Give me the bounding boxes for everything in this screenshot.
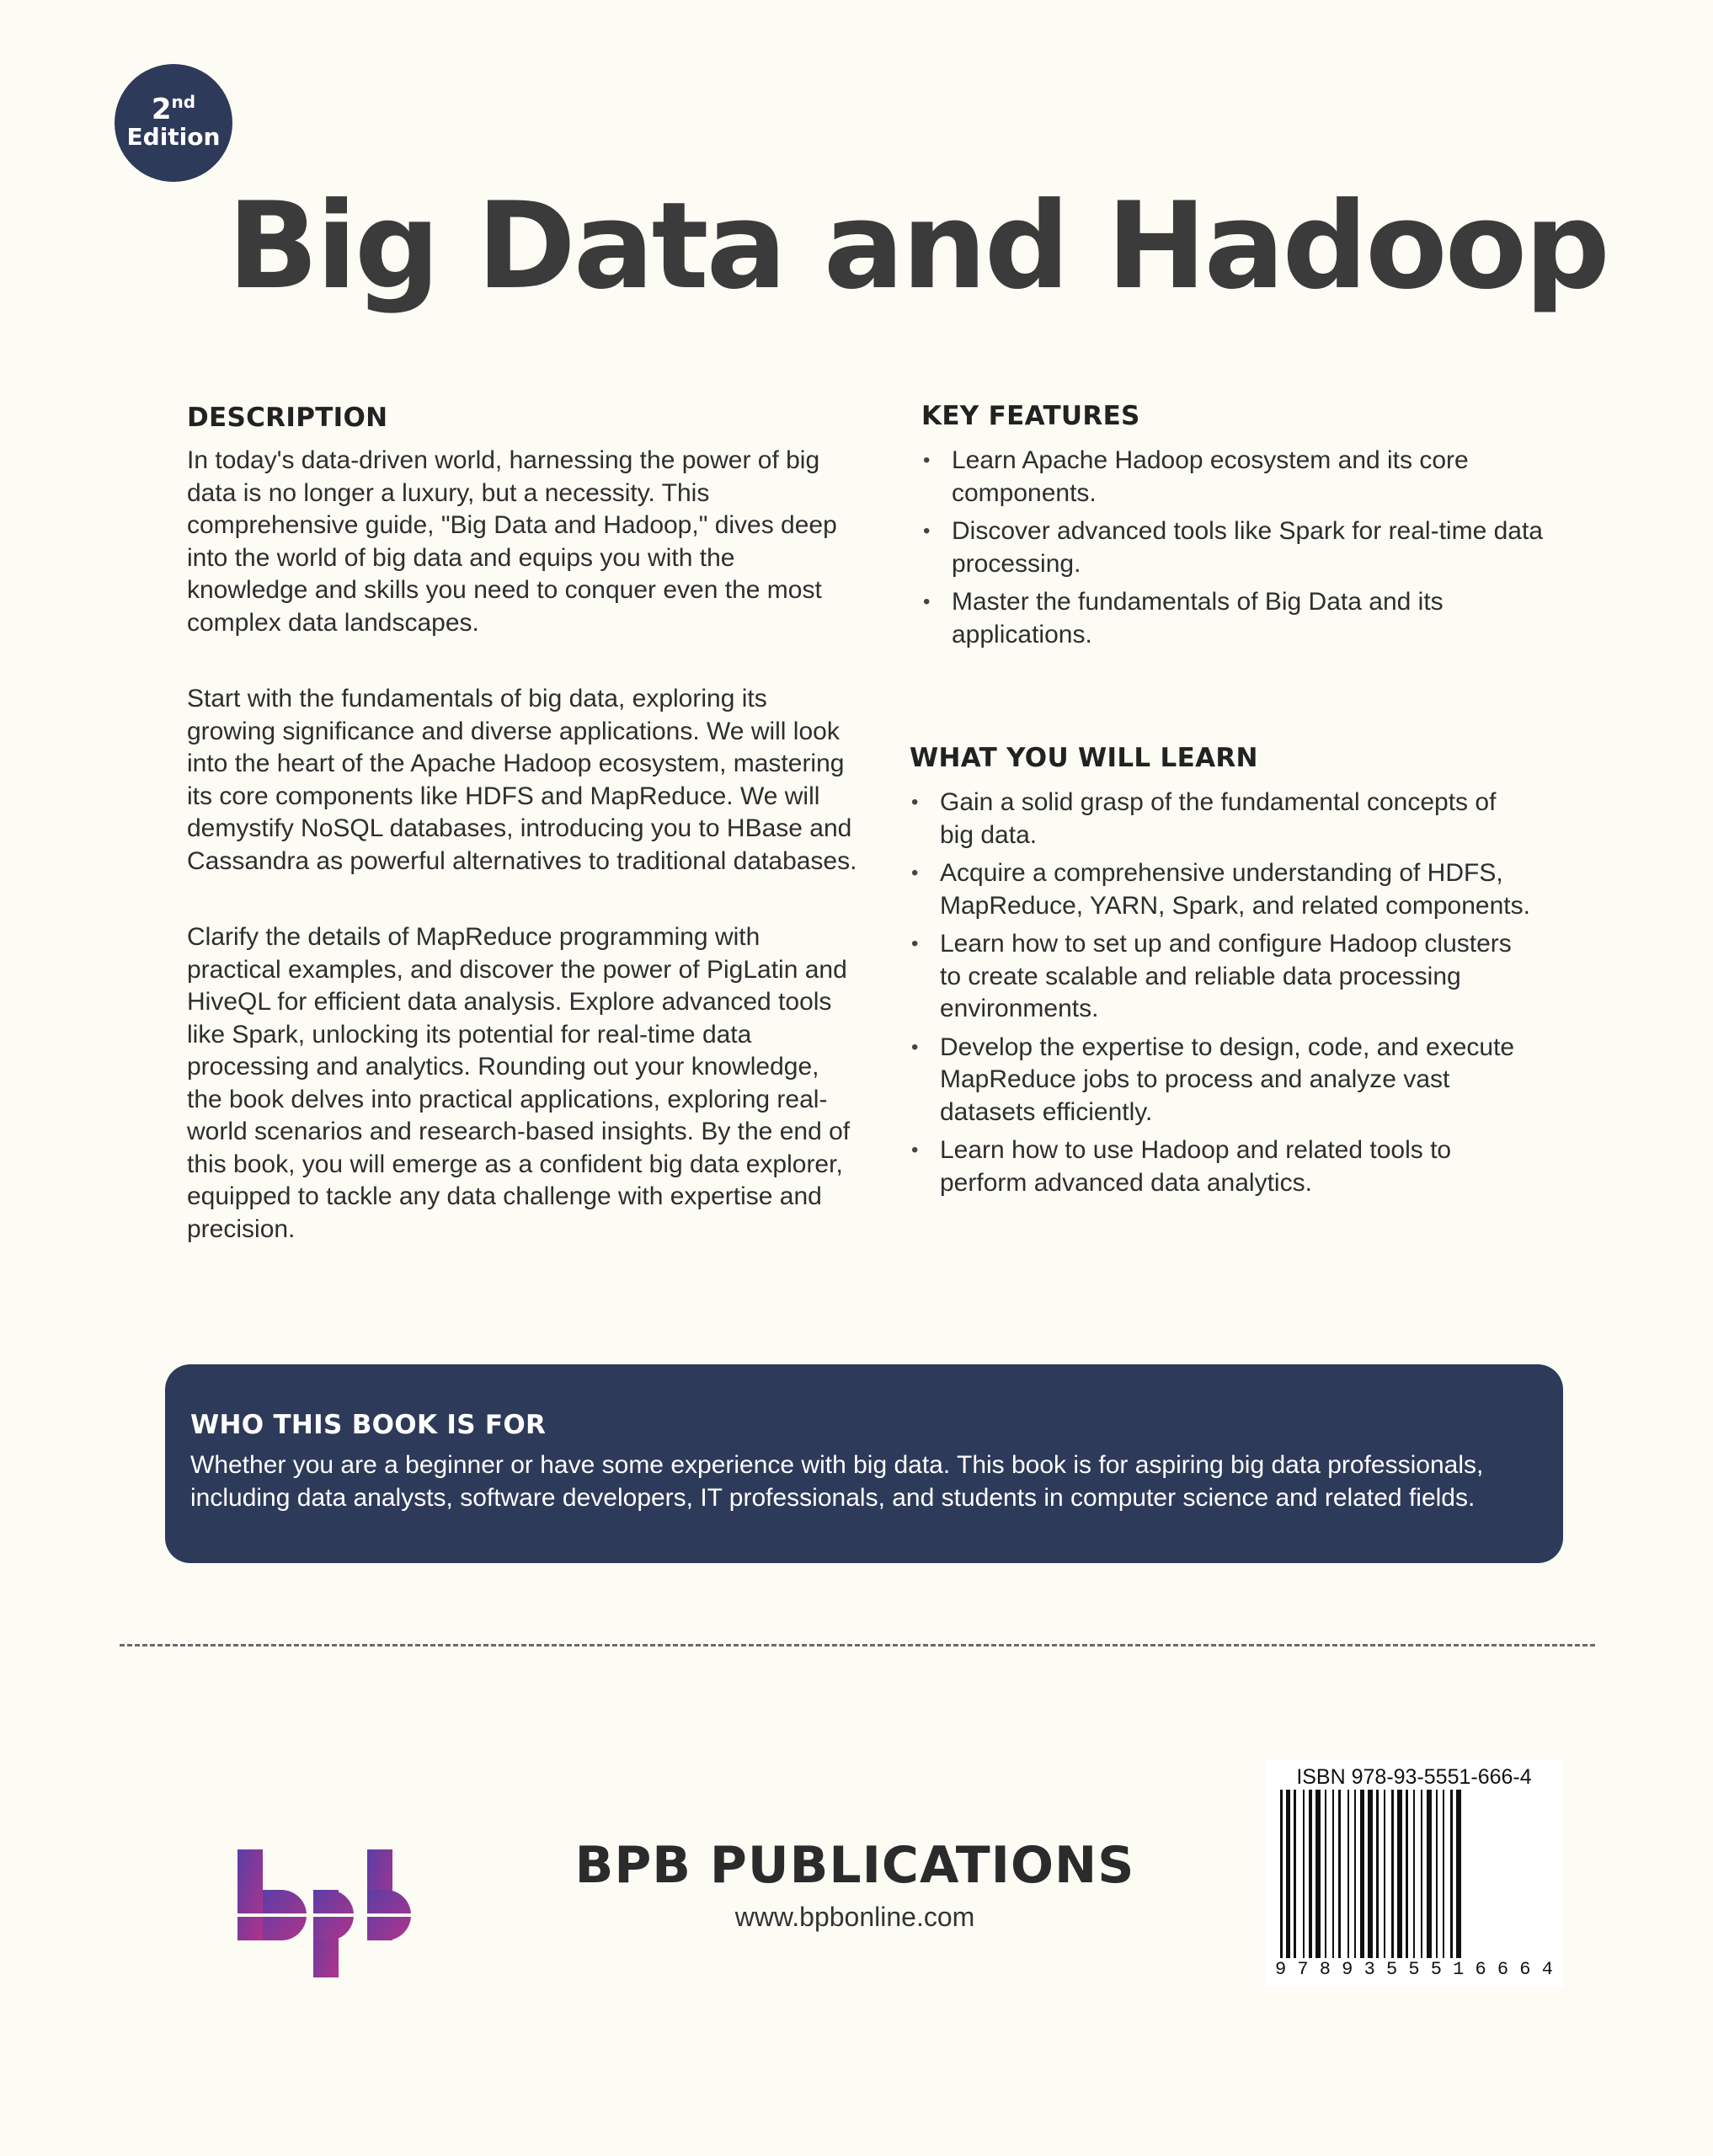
isbn-digit: 5 xyxy=(1430,1959,1442,1980)
isbn-digit: 4 xyxy=(1541,1959,1553,1980)
barcode-icon xyxy=(1275,1790,1553,1958)
book-title: Big Data and Hadoop xyxy=(227,177,1608,316)
barcode-bar xyxy=(1456,1790,1461,1958)
isbn-barcode xyxy=(1265,1760,1563,1987)
publisher-block xyxy=(539,1836,1171,1933)
list-item: • Gain a solid grasp of the fundamental concepts of big data. xyxy=(910,787,1533,851)
barcode-bar xyxy=(1280,1790,1283,1958)
isbn-digit: 6 xyxy=(1519,1959,1531,1980)
barcode-bar xyxy=(1347,1790,1349,1958)
description-section xyxy=(187,403,861,1246)
learn-list xyxy=(910,787,1533,1199)
barcode-bar xyxy=(1397,1790,1402,1958)
description-heading: DESCRIPTION xyxy=(187,403,388,433)
what-you-will-learn-section xyxy=(910,743,1533,1205)
bpb-logo-icon xyxy=(237,1849,418,1977)
bpb-logo xyxy=(237,1849,418,1982)
edition-label: Edition xyxy=(126,122,221,151)
barcode-bar xyxy=(1315,1790,1321,1958)
edition-number: 2nd xyxy=(151,91,196,126)
isbn-digit: 3 xyxy=(1363,1959,1375,1980)
list-item: • Learn how to set up and configure Hadoop clusters to create scalable and reliable data processing environments. xyxy=(910,928,1533,1026)
dashed-divider xyxy=(120,1644,1595,1646)
barcode-bar xyxy=(1384,1790,1385,1958)
description-paragraph: Start with the fundamentals of big data, exploring its growing significance and diverse applications. We will look into the heart of the Apache Hadoop ecosystem, mastering its core components like HDFS and MapReduce. We will demystify NoSQL databases, introducing you to HBase and Cassandra as powerful alternatives to traditional databases. xyxy=(187,685,857,875)
barcode-bar xyxy=(1294,1790,1296,1958)
key-features-heading: KEY FEATURES xyxy=(921,401,1140,431)
barcode-bar xyxy=(1421,1790,1422,1958)
isbn-digit: 5 xyxy=(1385,1959,1398,1980)
barcode-bar xyxy=(1413,1790,1415,1958)
barcode-bar xyxy=(1450,1790,1453,1958)
barcode-bar xyxy=(1443,1790,1444,1958)
barcode-bar xyxy=(1360,1790,1364,1958)
who-this-book-is-for-box xyxy=(165,1364,1563,1563)
key-features-list xyxy=(921,445,1561,651)
isbn-digit: 9 xyxy=(1275,1959,1287,1980)
list-item: • Acquire a comprehensive understanding of HDFS, MapReduce, YARN, Spark, and related components. xyxy=(910,857,1533,922)
barcode-bar xyxy=(1427,1790,1432,1958)
barcode-bar xyxy=(1309,1790,1312,1958)
list-item: • Discover advanced tools like Spark for real-time data processing. xyxy=(921,515,1561,580)
barcode-bar xyxy=(1286,1790,1290,1958)
barcode-bar xyxy=(1354,1790,1356,1958)
publisher-url: www.bpbonline.com xyxy=(734,1902,975,1932)
isbn-digit: 6 xyxy=(1475,1959,1486,1980)
isbn-digit: 1 xyxy=(1453,1959,1465,1980)
isbn-label: ISBN 978-93-5551-666-4 xyxy=(1296,1765,1532,1789)
barcode-bar xyxy=(1391,1790,1394,1958)
isbn-digit: 7 xyxy=(1297,1959,1309,1980)
publisher-name: BPB PUBLICATIONS xyxy=(574,1836,1135,1895)
isbn-digit: 5 xyxy=(1408,1959,1420,1980)
who-heading: WHO THIS BOOK IS FOR xyxy=(190,1410,547,1440)
isbn-digit: 9 xyxy=(1342,1959,1353,1980)
what-you-will-learn-heading: WHAT YOU WILL LEARN xyxy=(910,743,1258,773)
list-item: • Learn Apache Hadoop ecosystem and its core components. xyxy=(921,445,1561,510)
barcode-bar xyxy=(1368,1790,1373,1958)
description-paragraph: In today's data-driven world, harnessing the power of big data is no longer a luxury, but a necessity. This comprehensive guide, "Big Data and Hadoop," dives deep into the world of big data and equips you with the knowledge and skills you need to conquer even the most complex data landscapes. xyxy=(187,446,837,637)
list-item: • Develop the expertise to design, code, and execute MapReduce jobs to process and analyze vast datasets efficiently. xyxy=(910,1032,1533,1129)
isbn-digit: 8 xyxy=(1319,1959,1331,1980)
barcode-bar xyxy=(1406,1790,1408,1958)
list-item: • Master the fundamentals of Big Data and its applications. xyxy=(921,586,1561,651)
edition-badge xyxy=(115,64,232,182)
key-features-section xyxy=(921,401,1561,657)
isbn-digits xyxy=(1275,1959,1553,1980)
list-item: • Learn how to use Hadoop and related tools to perform advanced data analytics. xyxy=(910,1134,1533,1199)
barcode-bar xyxy=(1303,1790,1305,1958)
isbn-digit: 6 xyxy=(1497,1959,1509,1980)
description-paragraph: Clarify the details of MapReduce programming with practical examples, and discover the power of PigLatin and HiveQL for efficient data analysis. Explore advanced tools like Spark, unlocking its potential for real-time data processing and analytics. Rounding out your knowledge, the book delves into practical applications, exploring real-world scenarios and research-based insights. By the end of this book, you will emerge as a confident big data explorer, equipped to tackle any data challenge with expertise and precision. xyxy=(187,923,851,1243)
who-text: Whether you are a beginner or have some experience with big data. This book is for aspiring big data professionals, including data analysts, software developers, IT professionals, and students in computer science and related fields. xyxy=(190,1451,1484,1512)
barcode-bar xyxy=(1376,1790,1379,1958)
barcode-bar xyxy=(1325,1790,1326,1958)
barcode-bar xyxy=(1436,1790,1438,1958)
barcode-bar xyxy=(1338,1790,1341,1958)
barcode-bar xyxy=(1332,1790,1334,1958)
